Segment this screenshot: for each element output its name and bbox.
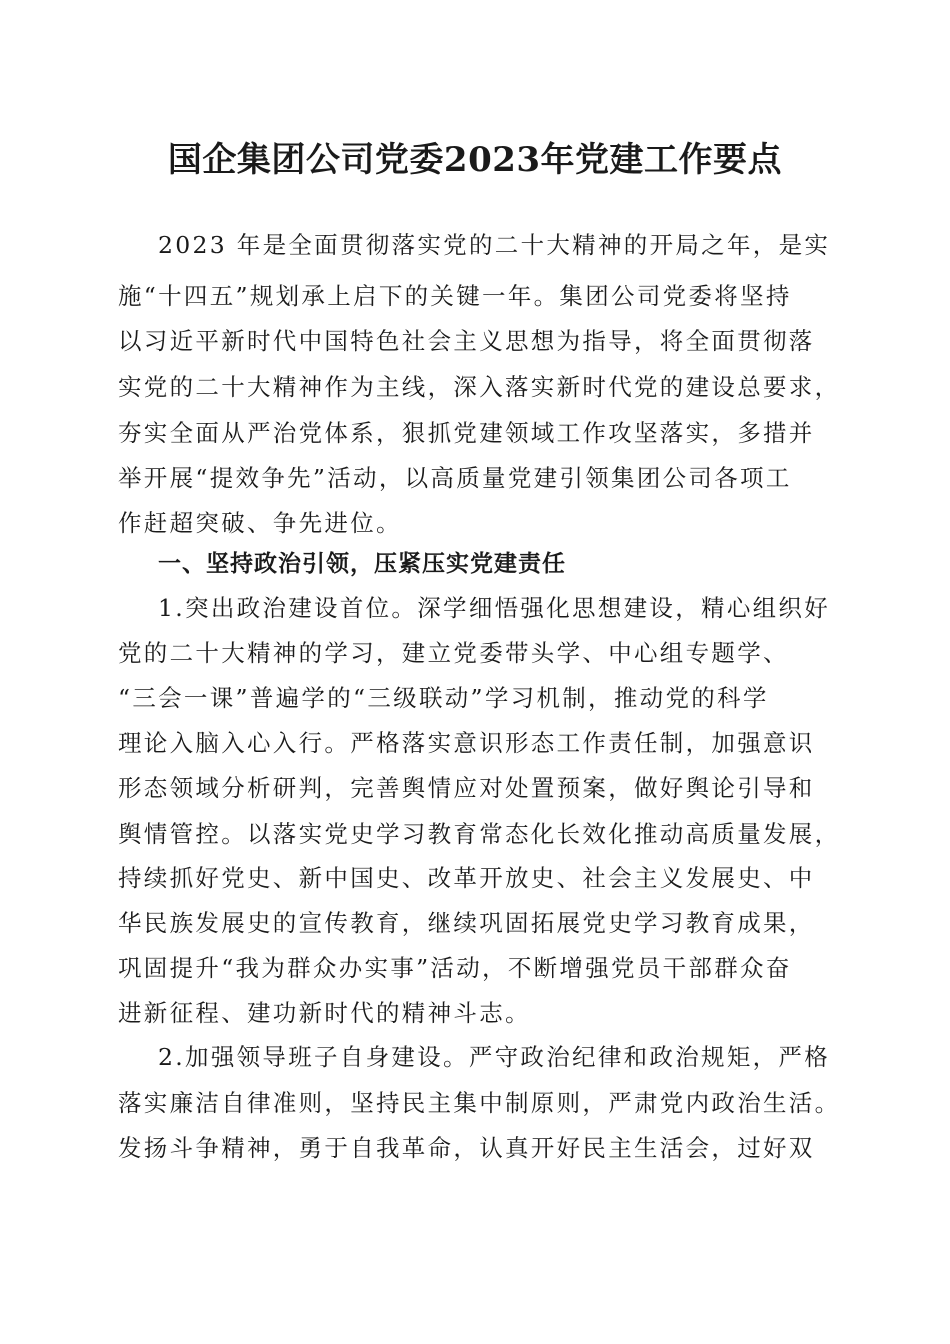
paragraph-1-line-1: 2023 年是全面贯彻落实党的二十大精神的开局之年，是实 [158,231,831,259]
paragraph-2-line-9: 巩固提升“我为群众办实事”活动，不断增强党员干部群众奋 [118,954,792,982]
paragraph-1-line-6: 举开展“提效争先”活动，以高质量党建引领集团公司各项工 [118,464,792,492]
paragraph-2-line-3: “三会一课”普遍学的“三级联动”学习机制，推动党的科学 [118,684,769,712]
paragraph-2-line-10: 进新征程、建功新时代的精神斗志。 [118,999,531,1027]
paragraph-3-line-2: 落实廉洁自律准则，坚持民主集中制原则，严肃党内政治生活。 [118,1089,841,1117]
paragraph-1-line-5: 夯实全面从严治党体系，狠抓党建领域工作攻坚落实，多措并 [118,419,815,447]
document-title: 国企集团公司党委2023年党建工作要点 [167,140,783,180]
paragraph-1-line-3: 以习近平新时代中国特色社会主义思想为指导，将全面贯彻落 [118,327,815,355]
paragraph-2-line-1: 1.突出政治建设首位。深学细悟强化思想建设，精心组织好 [158,594,831,622]
paragraph-2-line-8: 华民族发展史的宣传教育，继续巩固拓展党史学习教育成果， [118,909,815,937]
paragraph-2-line-5: 形态领域分析研判，完善舆情应对处置预案，做好舆论引导和 [118,774,815,802]
section-heading-1: 一、坚持政治引领，压紧压实党建责任 [158,551,566,577]
paragraph-2-line-7: 持续抓好党史、新中国史、改革开放史、社会主义发展史、中 [118,864,815,892]
paragraph-2-line-6: 舆情管控。以落实党史学习教育常态化长效化推动高质量发展， [118,820,841,848]
paragraph-2-line-4: 理论入脑入心入行。严格落实意识形态工作责任制，加强意识 [118,729,815,757]
paragraph-1-line-4: 实党的二十大精神作为主线，深入落实新时代党的建设总要求， [118,373,841,401]
paragraph-2-line-2: 党的二十大精神的学习，建立党委带头学、中心组专题学、 [118,639,789,667]
paragraph-3-line-1: 2.加强领导班子自身建设。严守政治纪律和政治规矩，严格 [158,1043,831,1071]
paragraph-3-line-3: 发扬斗争精神，勇于自我革命，认真开好民主生活会，过好双 [118,1134,815,1162]
paragraph-1-line-2: 施“十四五”规划承上启下的关键一年。集团公司党委将坚持 [118,282,792,310]
paragraph-1-line-7: 作赶超突破、争先进位。 [118,509,402,537]
